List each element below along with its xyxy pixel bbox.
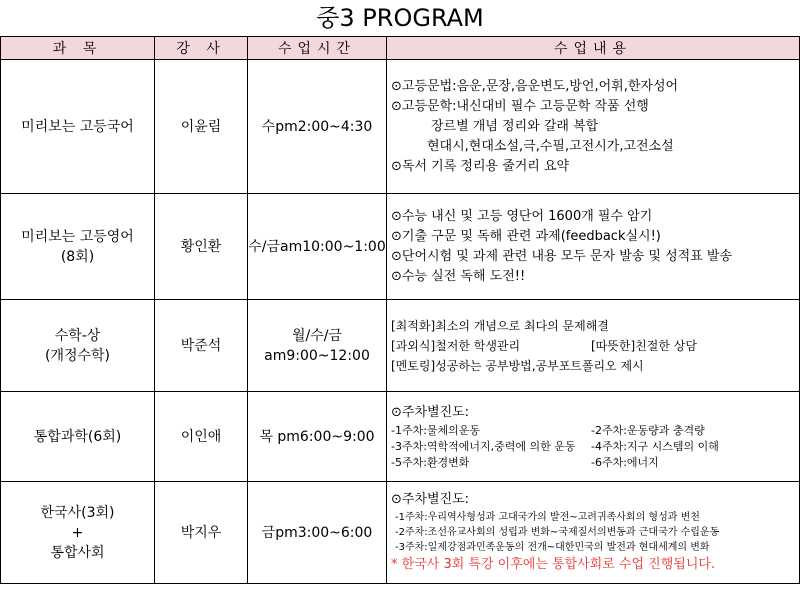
content-cell: ⊙고등문법:음운,문장,음운변도,방언,어휘,한자성어 ⊙고등문학:내신대비 필수 고등문학 작품 선행 장르별 개념 정리와 갈래 복합 현대시,현대소설,극,수필,고전시가,고전소설 ⊙독서 기록 정리용 줄거리 요약 xyxy=(387,60,800,194)
program-table xyxy=(0,36,800,584)
content-cell: ⊙주차별진도: -1주차:우리역사형성과 고대국가의 발전~고려귀족사회의 형성과 변천 -2주차:조선유교사회의 성립과 변화~국제질서의변동과 근대국가 수립운동 -3주차:일제강점과민족운동의 전개~대한민국의 발전과 현대세계의 변화 * 한국사 3회 특강 이후에는 통합사회로 수업 진행됩니다. xyxy=(387,482,800,584)
subject-cell: 한국사(3회) + 통합사회 xyxy=(1,482,155,584)
page-title: 중3 PROGRAM xyxy=(316,4,484,32)
teacher-cell: 박준석 xyxy=(155,300,248,392)
subject-cell: 미리보는 고등국어 xyxy=(1,60,155,194)
content-cell: ⊙수능 내신 및 고등 영단어 1600개 필수 암기 ⊙기출 구문 및 독해 관련 과제(feedback실시!) ⊙단어시험 및 과제 관련 내용 모두 문자 발송 및 성적표 발송 ⊙수능 실전 독해 도전!! xyxy=(387,194,800,300)
teacher-cell: 이윤림 xyxy=(155,60,248,194)
content-cell: [최적화]최소의 개념으로 최다의 문제해결 [과외식]철저한 학생관리 [따뜻한]친절한 상담 [멘토링]성공하는 공부방법,공부포트폴리오 제시 xyxy=(387,300,800,392)
table-row xyxy=(1,60,800,194)
time-cell: 수pm2:00~4:30 xyxy=(248,60,387,194)
subject-cell: 통합과학(6회) xyxy=(1,392,155,482)
table-row xyxy=(1,300,800,392)
table-row xyxy=(1,482,800,584)
content-cell: ⊙주차별진도: -1주차:물체의운동 -2주차:운동량과 충격량 -3주차:역학적에너지,중력에 의한 운동 -4주차:지구 시스템의 이해 -5주차:환경변화 -6주차:에너지 xyxy=(387,392,800,482)
teacher-cell: 황인환 xyxy=(155,194,248,300)
time-cell: 수/금am10:00~1:00 xyxy=(248,194,387,300)
header-teacher: 강 사 xyxy=(155,37,248,60)
teacher-cell: 박지우 xyxy=(155,482,248,584)
time-cell: 목 pm6:00~9:00 xyxy=(248,392,387,482)
teacher-cell: 이인애 xyxy=(155,392,248,482)
table-row xyxy=(1,194,800,300)
note-text: * 한국사 3회 특강 이후에는 통합사회로 수업 진행됩니다. xyxy=(391,557,716,572)
header-content: 수업내용 xyxy=(387,37,800,60)
time-cell: 월/수/금 am9:00~12:00 xyxy=(248,300,387,392)
header-subject: 과 목 xyxy=(1,37,155,60)
subject-cell: 미리보는 고등영어 (8회) xyxy=(1,194,155,300)
header-time: 수업시간 xyxy=(248,37,387,60)
table-header-row xyxy=(1,37,800,60)
time-cell: 금pm3:00~6:00 xyxy=(248,482,387,584)
table-row xyxy=(1,392,800,482)
subject-cell: 수학-상 (개정수학) xyxy=(1,300,155,392)
